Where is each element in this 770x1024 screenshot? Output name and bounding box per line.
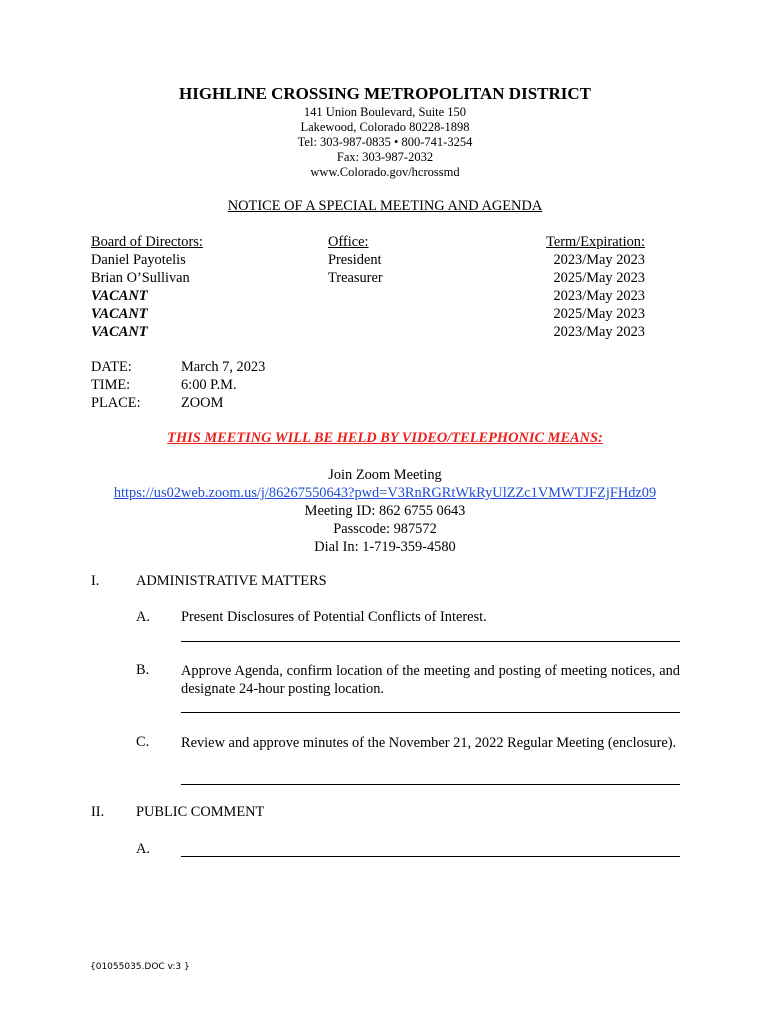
director-name: Brian O’Sullivan — [91, 270, 190, 286]
director-name-vacant: VACANT — [91, 288, 148, 304]
fax-line: Fax: 303-987-2032 — [336, 150, 434, 164]
time-value: 6:00 P.M. — [181, 377, 237, 393]
section-number: II. — [91, 804, 105, 820]
place-value: ZOOM — [181, 395, 224, 411]
item-text: Present Disclosures of Potential Conflicts of Interest. — [181, 609, 487, 625]
notice-title: NOTICE OF A SPECIAL MEETING AND AGENDA — [227, 198, 543, 214]
video-meeting-notice: THIS MEETING WILL BE HELD BY VIDEO/TELEPHONIC MEANS: — [167, 430, 603, 446]
notes-line — [181, 641, 680, 642]
director-term: 2023/May 2023 — [553, 288, 645, 304]
zoom-meeting-id: Meeting ID: 862 6755 0643 — [304, 503, 466, 519]
time-label: TIME: — [91, 377, 131, 393]
zoom-meeting-link[interactable]: https://us02web.zoom.us/j/86267550643?pwd=V3RnRGRtWkRyUlZZc1VMWTJFZjFHdz09 — [113, 485, 657, 501]
director-name-vacant: VACANT — [91, 306, 148, 322]
director-term: 2025/May 2023 — [553, 270, 645, 286]
section-number: I. — [91, 573, 100, 589]
board-header: Board of Directors: — [91, 234, 203, 250]
date-value: March 7, 2023 — [181, 359, 266, 375]
item-letter: A. — [136, 609, 150, 625]
director-term: 2025/May 2023 — [553, 306, 645, 322]
director-term: 2023/May 2023 — [553, 252, 645, 268]
zoom-passcode: Passcode: 987572 — [333, 521, 437, 537]
website-line: www.Colorado.gov/hcrossmd — [310, 165, 460, 179]
item-letter: A. — [136, 841, 150, 857]
address-line: Lakewood, Colorado 80228-1898 — [300, 120, 470, 134]
notes-line — [181, 784, 680, 785]
item-text: Review and approve minutes of the November 21, 2022 Regular Meeting (enclosure). — [181, 735, 677, 751]
district-title: HIGHLINE CROSSING METROPOLITAN DISTRICT — [178, 84, 592, 103]
address-line: 141 Union Boulevard, Suite 150 — [303, 105, 467, 119]
item-letter: C. — [136, 734, 150, 750]
notes-line — [181, 856, 680, 857]
item-letter: B. — [136, 662, 150, 678]
item-text: Approve Agenda, confirm location of the meeting and posting of meeting notices, and designate 24-hour posting location. — [181, 663, 680, 697]
director-office: Treasurer — [328, 270, 383, 286]
section-title: PUBLIC COMMENT — [136, 804, 265, 820]
term-header: Term/Expiration: — [546, 234, 645, 250]
phone-line: Tel: 303-987-0835 • 800-741-3254 — [297, 135, 473, 149]
director-office: President — [328, 252, 382, 268]
section-title: ADMINISTRATIVE MATTERS — [136, 573, 327, 589]
date-label: DATE: — [91, 359, 132, 375]
director-name-vacant: VACANT — [91, 324, 148, 340]
zoom-dial-in: Dial In: 1-719-359-4580 — [314, 539, 456, 555]
director-term: 2023/May 2023 — [553, 324, 645, 340]
office-header: Office: — [328, 234, 369, 250]
director-name: Daniel Payotelis — [91, 252, 186, 268]
document-footer-id: {01055035.DOC v:3 } — [90, 962, 190, 972]
place-label: PLACE: — [91, 395, 141, 411]
zoom-link-row — [0, 484, 770, 502]
zoom-join-label: Join Zoom Meeting — [328, 467, 442, 483]
notes-line — [181, 712, 680, 713]
